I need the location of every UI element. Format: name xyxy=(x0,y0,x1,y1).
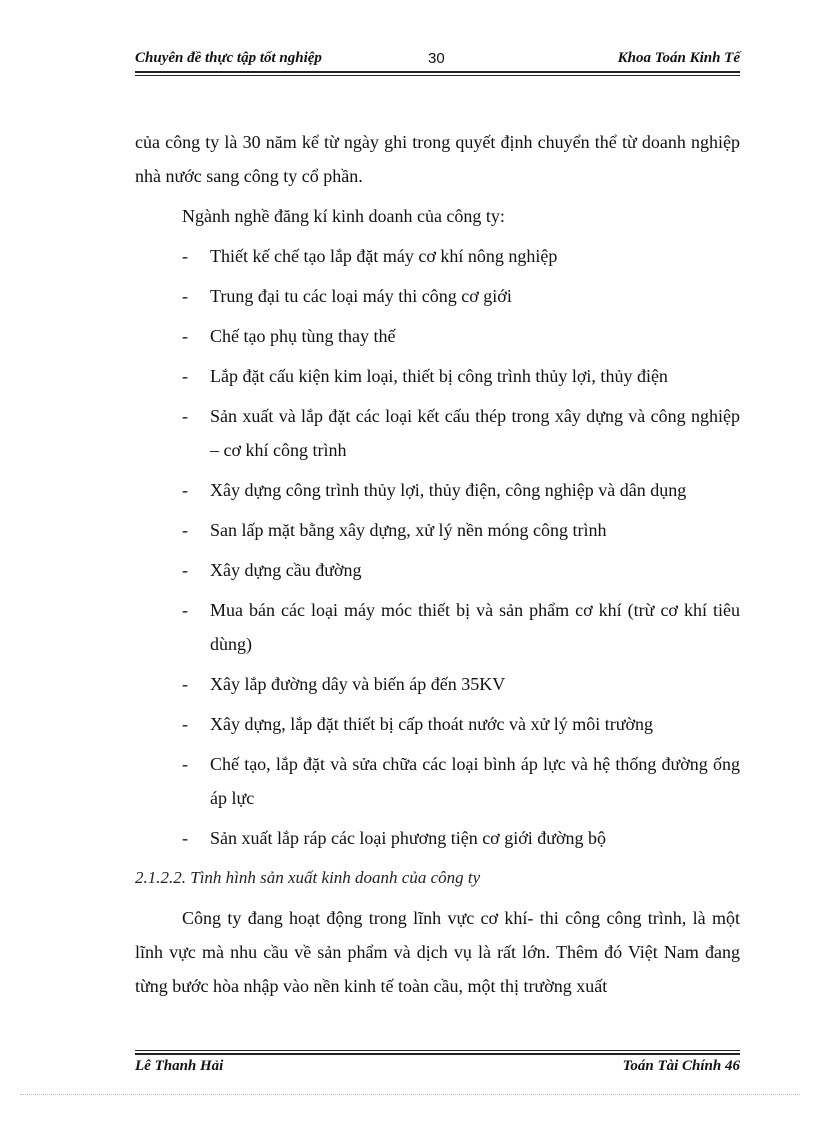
business-lines-list xyxy=(135,239,740,855)
list-item-text: Mua bán các loại máy móc thiết bị và sản phẩm cơ khí (trừ cơ khí tiêu dùng) xyxy=(210,600,740,654)
document-body xyxy=(135,125,740,1003)
dash-bullet: - xyxy=(182,714,188,734)
intro-paragraph: của công ty là 30 năm kể từ ngày ghi trong quyết định chuyển thể từ doanh nghiệp nhà nước sang công ty cổ phần. xyxy=(135,132,740,186)
list-item xyxy=(135,821,740,855)
business-heading: Ngành nghề đăng kí kinh doanh của công ty: xyxy=(182,206,505,226)
dash-bullet: - xyxy=(182,406,188,426)
page-edge-divider xyxy=(20,1094,800,1095)
dash-bullet: - xyxy=(182,754,188,774)
header-rule-thin xyxy=(135,75,740,76)
list-item-text: Xây lắp đường dây và biến áp đến 35KV xyxy=(210,674,506,694)
page-footer xyxy=(135,1058,740,1078)
list-item-text: Xây dựng, lắp đặt thiết bị cấp thoát nước và xử lý môi trường xyxy=(210,714,653,734)
header-page-number: 30 xyxy=(428,50,445,67)
header-rule-thick xyxy=(135,71,740,73)
list-item xyxy=(135,553,740,587)
list-item xyxy=(135,513,740,547)
dash-bullet: - xyxy=(182,674,188,694)
section-paragraph: Công ty đang hoạt động trong lĩnh vực cơ khí- thi công công trình, là một lĩnh vực mà nhu cầu về sản phẩm và dịch vụ là rất lớn. Thêm đó Việt Nam đang từng bước hòa nhập vào nền kinh tế toàn cầu, một thị trường xuất xyxy=(135,908,740,996)
list-item-text: Lắp đặt cấu kiện kim loại, thiết bị công trình thủy lợi, thủy điện xyxy=(210,366,668,386)
header-faculty: Khoa Toán Kinh Tế xyxy=(617,50,740,66)
list-item-text: Xây dựng công trình thủy lợi, thủy điện, công nghiệp và dân dụng xyxy=(210,480,687,500)
list-item xyxy=(135,399,740,467)
dash-bullet: - xyxy=(182,520,188,540)
dash-bullet: - xyxy=(182,480,188,500)
list-item-text: Sản xuất và lắp đặt các loại kết cấu thép trong xây dựng và công nghiệp – cơ khí công trình xyxy=(210,406,740,460)
header-title: Chuyên đề thực tập tốt nghiệp xyxy=(135,50,322,66)
dash-bullet: - xyxy=(182,828,188,848)
list-item xyxy=(135,473,740,507)
dash-bullet: - xyxy=(182,366,188,386)
list-item xyxy=(135,707,740,741)
dash-bullet: - xyxy=(182,560,188,580)
page-header xyxy=(135,48,740,70)
list-item-text: Sản xuất lắp ráp các loại phương tiện cơ giới đường bộ xyxy=(210,828,606,848)
list-item-text: Thiết kế chế tạo lắp đặt máy cơ khí nông nghiệp xyxy=(210,246,558,266)
footer-author: Lê Thanh Hải xyxy=(135,1058,224,1074)
list-item-text: Trung đại tu các loại máy thi công cơ giới xyxy=(210,286,512,306)
dash-bullet: - xyxy=(182,286,188,306)
list-item-text: Chế tạo, lắp đặt và sửa chữa các loại bình áp lực và hệ thống đường ống áp lực xyxy=(210,754,740,808)
dash-bullet: - xyxy=(182,246,188,266)
list-item xyxy=(135,747,740,815)
list-item xyxy=(135,593,740,661)
list-item xyxy=(135,279,740,313)
list-item xyxy=(135,319,740,353)
list-item xyxy=(135,359,740,393)
dash-bullet: - xyxy=(182,600,188,620)
footer-class: Toán Tài Chính 46 xyxy=(622,1058,740,1074)
list-item-text: Xây dựng cầu đường xyxy=(210,560,362,580)
dash-bullet: - xyxy=(182,326,188,346)
list-item-text: San lấp mặt bằng xây dựng, xử lý nền móng công trình xyxy=(210,520,607,540)
footer-rule-thick xyxy=(135,1053,740,1055)
section-heading: 2.1.2.2. Tình hình sản xuất kinh doanh của công ty xyxy=(135,868,481,887)
footer-rule-thin xyxy=(135,1050,740,1051)
list-item xyxy=(135,239,740,273)
list-item-text: Chế tạo phụ tùng thay thế xyxy=(210,326,396,346)
list-item xyxy=(135,667,740,701)
